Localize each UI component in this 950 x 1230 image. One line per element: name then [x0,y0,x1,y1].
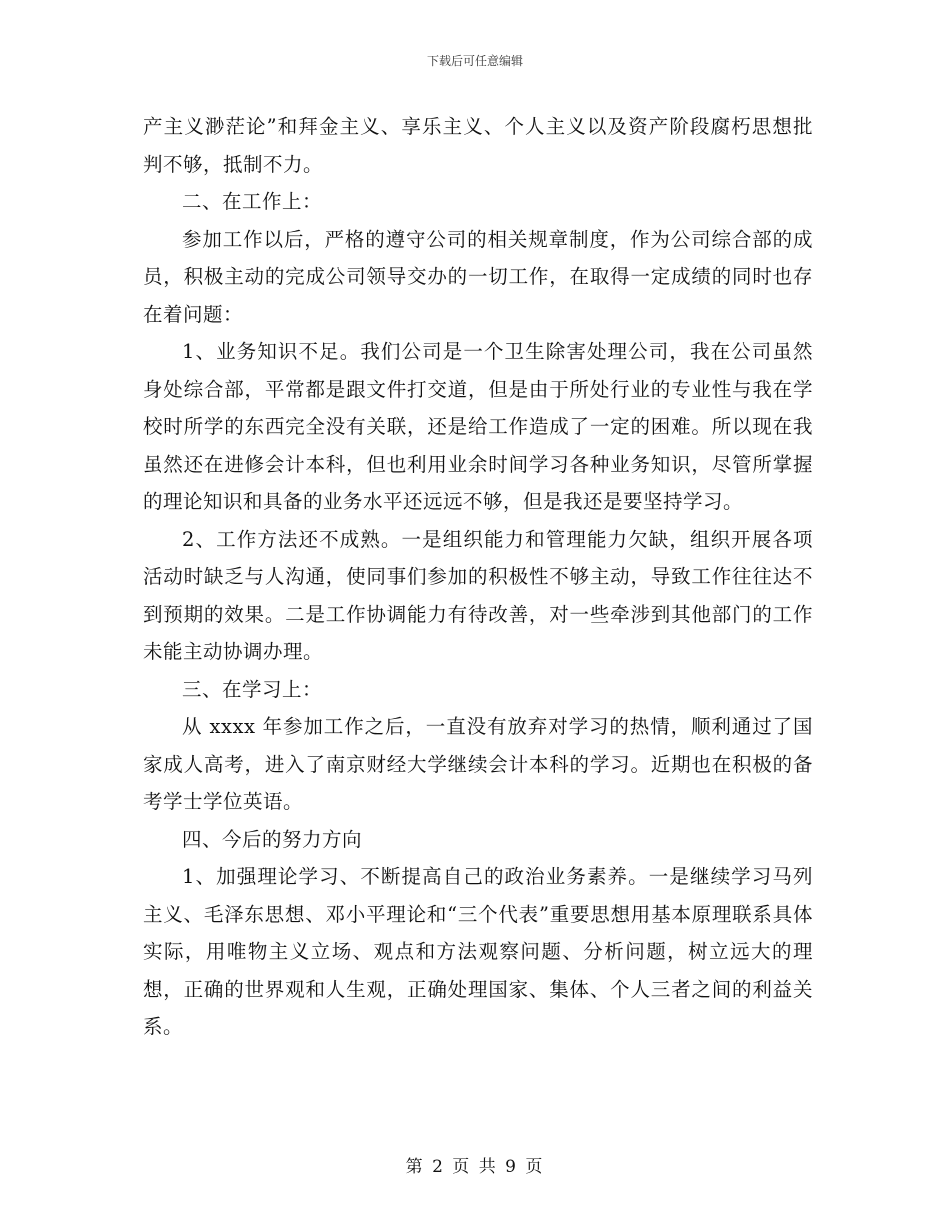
page-header: 下载后可任意编辑 [426,54,523,68]
paragraph-work-item-1: 1、业务知识不足。我们公司是一个卫生除害处理公司，我在公司虽然身处综合部，平常都是跟文件打交道，但是由于所处行业的专业性与我在学校时所学的东西完全没有关联，还是给工作造成了一定的困难。所以现在我虽然还在进修会计本科，但也利用业余时间学习各种业务知识，尽管所掌握的理论知识和具备的业务水平还远远不够，但是我还是要坚持学习。 [143,340,813,513]
paragraph-work-item-2: 2、工作方法还不成熟。一是组织能力和管理能力欠缺，组织开展各项活动时缺乏与人沟通，使同事们参加的积极性不够主动，导致工作往往达不到预期的效果。二是工作协调能力有待改善，对一些牵涉到其他部门的工作未能主动协调办理。 [143,527,813,663]
section-heading-work: 二、在工作上： [182,190,323,213]
document-body [143,108,813,1046]
section-heading-future: 四、今后的努力方向 [182,827,363,851]
page-footer: 第 2 页 共 9 页 [405,1157,545,1177]
paragraph-continuation: 产主义渺茫论”和拜金主义、享乐主义、个人主义以及资产阶段腐朽思想批判不够，抵制不力。 [143,115,813,176]
paragraph-study: 从 xxxx 年参加工作之后，一直没有放弃对学习的热情，顺利通过了国家成人高考，进入了南京财经大学继续会计本科的学习。近期也在积极的备考学士学位英语。 [143,715,813,813]
paragraph-work-intro: 参加工作以后，严格的遵守公司的相关规章制度，作为公司综合部的成员，积极主动的完成公司领导交办的一切工作，在取得一定成绩的同时也存在着问题： [143,227,813,326]
paragraph-future-item-1: 1、加强理论学习、不断提高自己的政治业务素养。一是继续学习马列主义、毛泽东思想、邓小平理论和“三个代表”重要思想用基本原理联系具体实际，用唯物主义立场、观点和方法观察问题、分析问题，树立远大的理想，正确的世界观和人生观，正确处理国家、集体、个人三者之间的利益关系。 [143,865,813,1038]
section-heading-study: 三、在学习上： [182,677,323,701]
